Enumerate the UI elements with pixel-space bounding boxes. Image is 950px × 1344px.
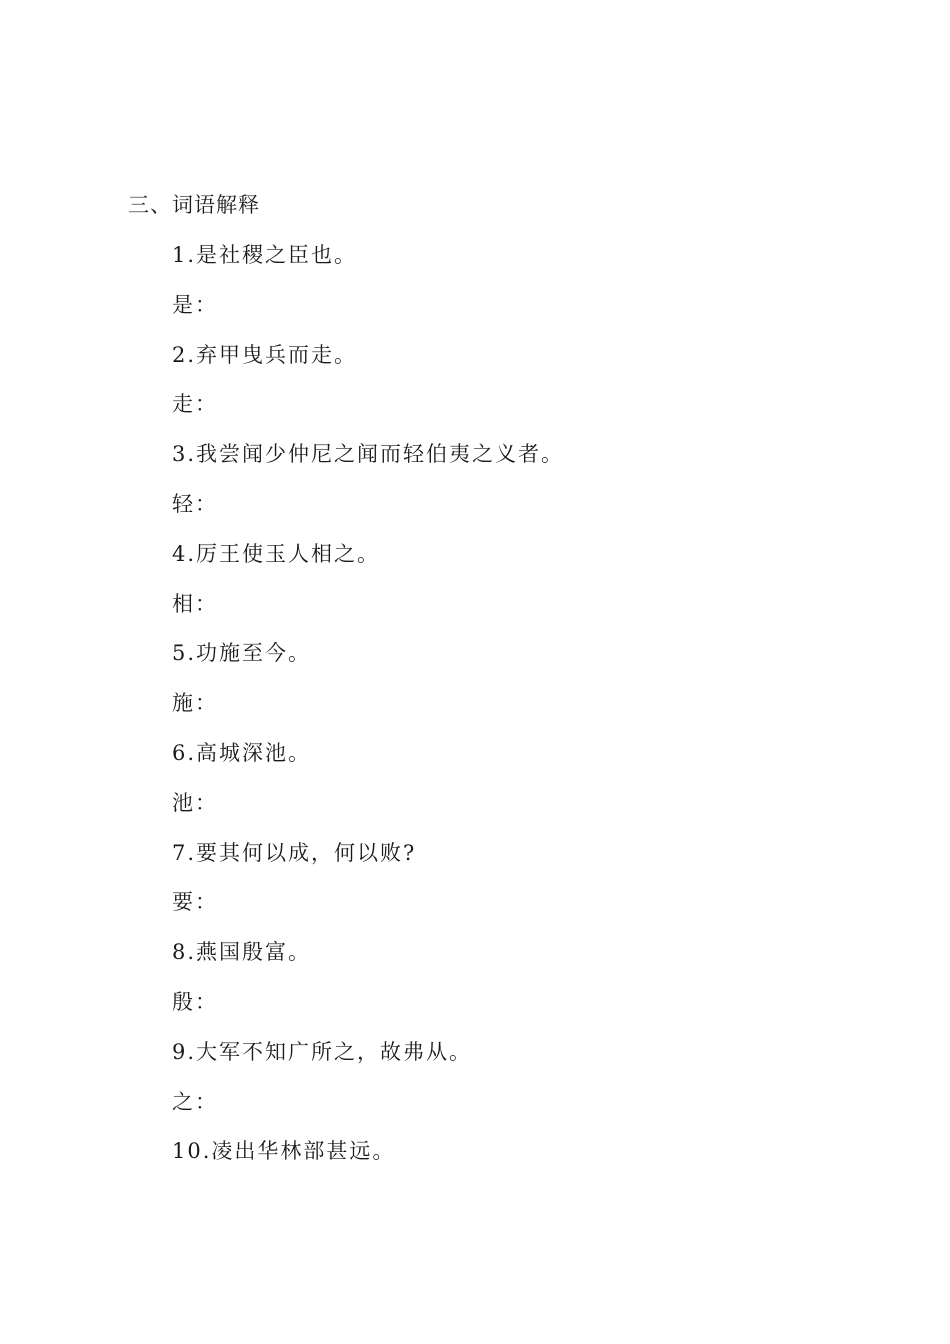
item-6-term: 池： [172,790,218,815]
item-3-term: 轻： [172,491,218,516]
item-9-term: 之： [172,1089,218,1114]
item-6-sentence: 6.高城深池。 [172,740,312,765]
item-5-sentence: 5.功施至今。 [172,641,312,666]
item-8-sentence: 8.燕国殷富。 [172,940,312,965]
item-7-term: 要： [172,890,218,915]
item-10-sentence: 10.凌出华林部甚远。 [172,1139,396,1164]
item-4-sentence: 4.厉王使玉人相之。 [172,541,381,566]
item-5-term: 施： [172,691,218,716]
section-title: 三、词语解释 [128,193,260,217]
item-8-term: 殷： [172,989,218,1014]
item-4-term: 相： [172,591,218,616]
item-2-sentence: 2.弃甲曳兵而走。 [172,342,358,367]
item-1-sentence: 1.是社稷之臣也。 [172,243,358,267]
item-9-sentence: 9.大军不知广所之，故弗从。 [172,1039,473,1064]
item-1-term: 是： [172,292,218,317]
vocabulary-list [172,240,564,1186]
item-3-sentence: 3.我尝闻少仲尼之闻而轻伯夷之义者。 [172,442,565,467]
item-2-term: 走： [172,392,218,417]
item-7-sentence: 7.要其何以成，何以败? [172,840,417,865]
